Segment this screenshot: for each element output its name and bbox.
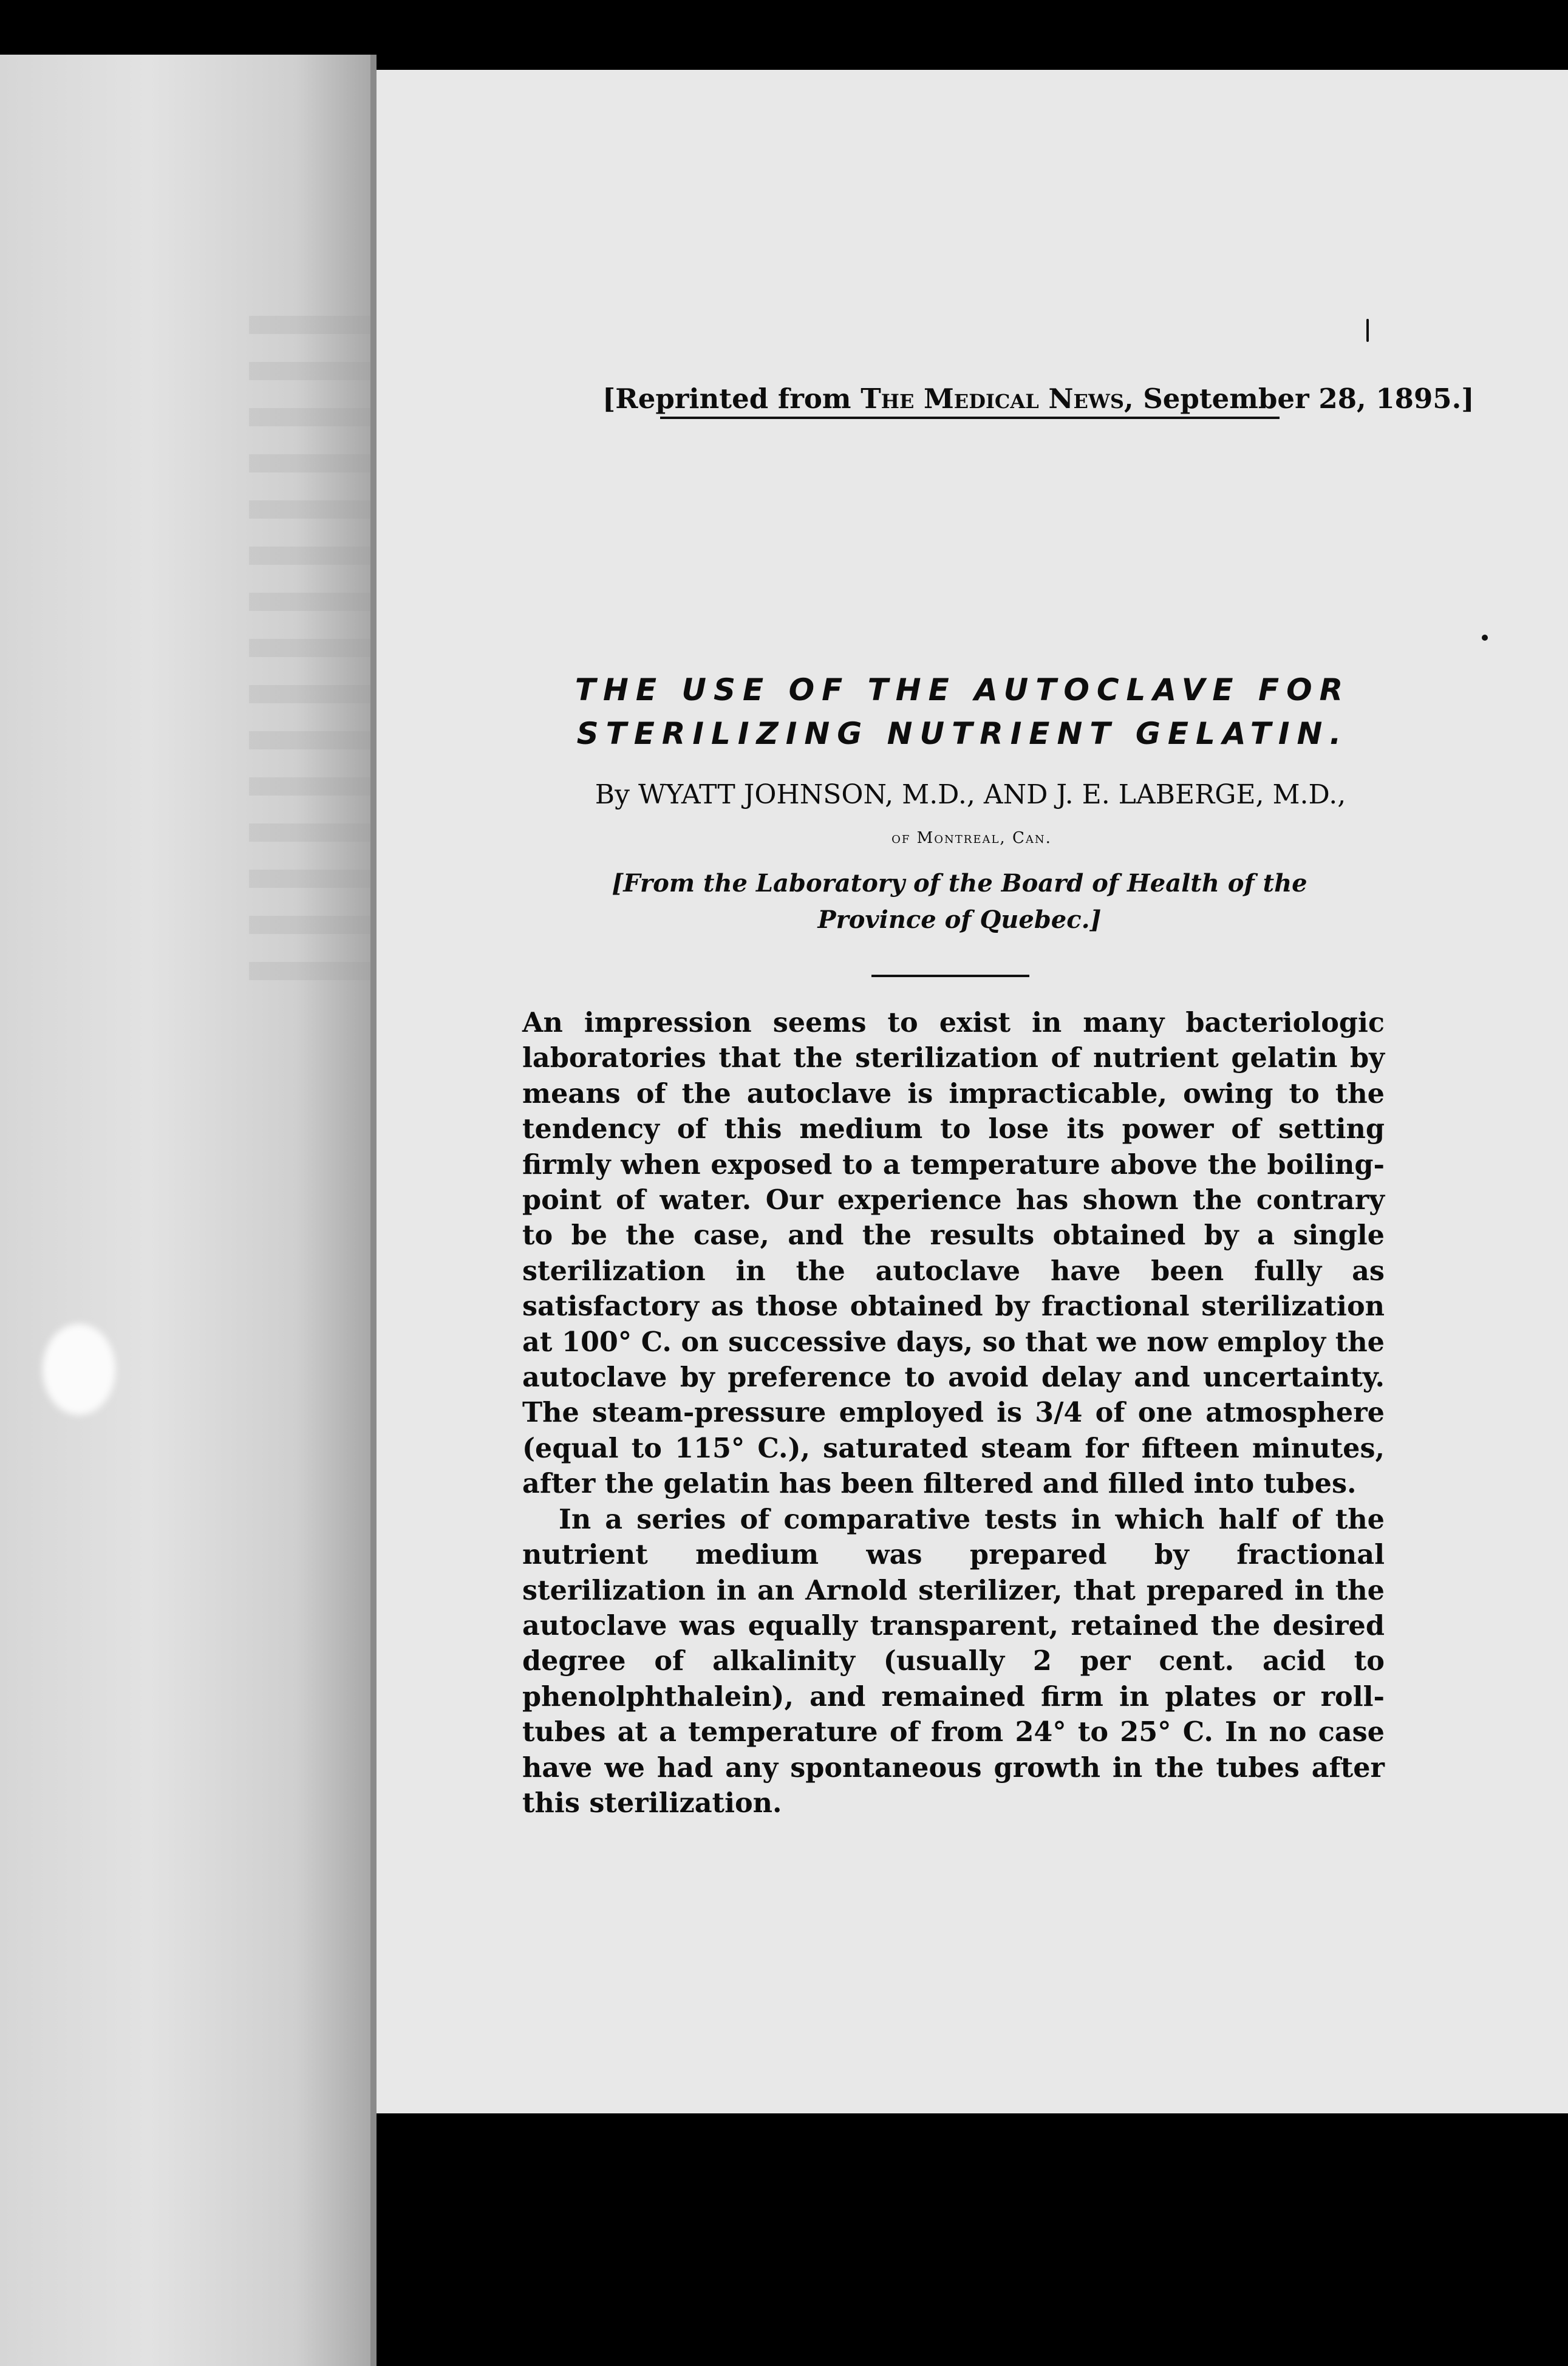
scan-speck — [1482, 635, 1488, 641]
article-affiliation: [From the Laboratory of the Board of Health of the Province of Quebec.] — [612, 869, 1307, 934]
section-rule — [871, 975, 1029, 977]
reprint-notice — [602, 383, 1474, 419]
reprint-underline — [660, 417, 1280, 419]
article-body — [522, 1005, 1385, 1821]
article-title: THE USE OF THE AUTOCLAVE FOR STERILIZING NUTRIENT GELATIN. — [574, 672, 1351, 751]
article-authors: By WYATT JOHNSON, M.D., AND J. E. LABERGE, M.D., — [595, 779, 1346, 810]
facing-page-bleed-through — [249, 316, 370, 996]
journal-name: The Medical News — [861, 383, 1124, 415]
scan-speck — [1366, 319, 1369, 342]
author-location: of Montreal, Can. — [891, 829, 1052, 847]
reprint-date: , September 28, 1895.] — [1123, 383, 1474, 415]
paper-stain — [43, 1324, 115, 1415]
paragraph: An impression seems to exist in many bacteriologic laboratories that the sterilization of nutrient gelatin by means of the autoclave is impracticable, owing to the tendency of this medium to lose its power of setting firmly when exposed to a temperature above the boiling-point of water. Our experience has shown the contrary to be the case, and the results obtained by a single sterilization in the autoclave have been fully as satisfactory as those obtained by fractional sterilization at 100° C. on successive days, so that we now employ the autoclave by preference to avoid delay and uncertainty. The steam-pressure employed is 3/4 of one atmosphere (equal to 115° C.), saturated steam for fifteen minutes, after the gelatin has been filtered and filled into tubes. — [522, 1007, 1385, 1500]
page-gutter — [370, 55, 377, 2366]
reprint-open: [Reprinted from — [602, 383, 861, 415]
document-page — [377, 70, 1568, 2113]
paragraph: In a series of comparative tests in which half of the nutrient medium was prepared by fractional sterilization in an Arnold sterilizer, that prepared in the autoclave was equally transparent, retained the desired degree of alkalinity (usually 2 per cent. acid to phenolphthalein), and remained firm in plates or roll-tubes at a temperature of from 24° to 25° C. In no case have we had any spontaneous growth in the tubes after this sterilization. — [522, 1503, 1385, 1819]
